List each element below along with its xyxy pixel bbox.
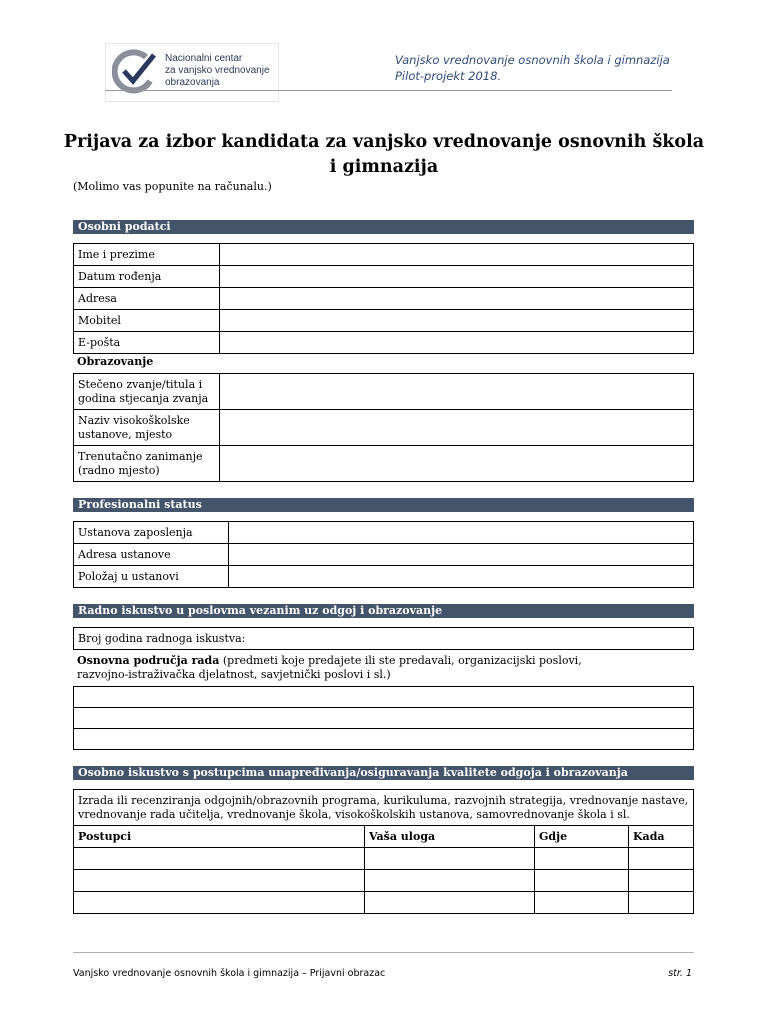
birthdate-input[interactable]	[220, 266, 694, 288]
logo-text	[165, 53, 270, 89]
section-bar-profesionalni: Profesionalni status	[73, 498, 694, 512]
footer-title: Vanjsko vrednovanje osnovnih škola i gimnazija – Prijavni obrazac	[73, 968, 386, 979]
header-project-line-2: Pilot-projekt 2018.	[395, 69, 502, 83]
employer-address-input[interactable]	[229, 544, 694, 566]
page-number: str. 1	[668, 968, 692, 979]
footer-divider	[73, 952, 694, 953]
procedure-input[interactable]	[74, 892, 365, 914]
professional-table	[73, 521, 694, 588]
when-input[interactable]	[629, 892, 694, 914]
work-area-input[interactable]	[74, 729, 694, 750]
field-label: Adresa ustanove	[74, 544, 229, 566]
page-title: Prijava za izbor kandidata za vanjsko vrednovanje osnovnih škola i gimnazija	[63, 132, 705, 177]
field-label-line: (radno mjesto)	[78, 463, 160, 477]
table-row	[74, 848, 694, 870]
section-bar-iskustvo: Osobno iskustvo s postupcima unapređivanja/osiguravanja kvalitete odgoja i obrazovanja	[73, 766, 694, 780]
years-table	[73, 627, 694, 650]
column-header-postupci: Postupci	[74, 826, 365, 848]
table-row	[74, 892, 694, 914]
field-label: E-pošta	[74, 332, 220, 354]
work-area-input[interactable]	[74, 687, 694, 708]
field-label	[74, 374, 220, 410]
degree-input[interactable]	[220, 374, 694, 410]
field-label	[74, 410, 220, 446]
role-input[interactable]	[365, 848, 535, 870]
where-input[interactable]	[535, 848, 629, 870]
field-label	[74, 446, 220, 482]
table-row	[74, 870, 694, 892]
where-input[interactable]	[535, 892, 629, 914]
column-header-kada: Kada	[629, 826, 694, 848]
name-input[interactable]	[220, 244, 694, 266]
education-table	[73, 373, 694, 482]
section-bar-osobni: Osobni podatci	[73, 220, 694, 234]
work-areas-text-line2: razvojno-istraživačka djelatnost, savjetnički poslovi i sl.)	[77, 668, 391, 681]
years-experience-input[interactable]	[74, 628, 694, 650]
years-experience-label: Broj godina radnoga iskustva:	[78, 631, 246, 645]
position-input[interactable]	[229, 566, 694, 588]
field-label-line: godina stjecanja zvanja	[78, 391, 209, 405]
work-areas-label	[77, 654, 582, 682]
header-divider	[105, 90, 672, 91]
email-input[interactable]	[220, 332, 694, 354]
field-label: Datum rođenja	[74, 266, 220, 288]
column-header-gdje: Gdje	[535, 826, 629, 848]
where-input[interactable]	[535, 870, 629, 892]
work-areas-bold: Osnovna područja rada	[77, 654, 220, 667]
personal-table	[73, 243, 694, 354]
procedure-input[interactable]	[74, 870, 365, 892]
field-label: Adresa	[74, 288, 220, 310]
mobile-input[interactable]	[220, 310, 694, 332]
work-areas-text: (predmeti koje predajete ili ste predavali, organizacijski poslovi,	[219, 654, 582, 667]
quality-intro	[74, 790, 694, 826]
work-area-input[interactable]	[74, 708, 694, 729]
logo-line-1: Nacionalni centar	[165, 53, 243, 64]
role-input[interactable]	[365, 892, 535, 914]
address-input[interactable]	[220, 288, 694, 310]
field-label: Položaj u ustanovi	[74, 566, 229, 588]
education-heading: Obrazovanje	[77, 355, 154, 368]
quality-intro-line-2: vrednovanje rada učitelja, vrednovanje škola, visokoškolskih ustanova, samovrednovanje škola i sl.	[78, 807, 630, 821]
institution-input[interactable]	[220, 410, 694, 446]
field-label: Ime i prezime	[74, 244, 220, 266]
section-bar-radno: Radno iskustvo u poslovma vezanim uz odgoj i obrazovanje	[73, 604, 694, 618]
logo	[105, 43, 279, 102]
form-note: (Molimo vas popunite na računalu.)	[73, 180, 272, 193]
work-areas-table	[73, 686, 694, 750]
field-label: Mobitel	[74, 310, 220, 332]
field-label-line: Naziv visokoškolske	[78, 413, 190, 427]
logo-line-3: obrazovanja	[165, 77, 220, 88]
column-header-uloga: Vaša uloga	[365, 826, 535, 848]
when-input[interactable]	[629, 848, 694, 870]
employer-input[interactable]	[229, 522, 694, 544]
logo-line-2: za vanjsko vrednovanje	[165, 65, 270, 76]
checkmark-logo-icon	[112, 49, 162, 95]
header-project	[395, 52, 670, 84]
header-project-line-1: Vanjsko vrednovanje osnovnih škola i gimnazija	[395, 53, 670, 67]
field-label-line: Trenutačno zanimanje	[78, 449, 203, 463]
procedure-input[interactable]	[74, 848, 365, 870]
quality-experience-table	[73, 789, 694, 914]
role-input[interactable]	[365, 870, 535, 892]
field-label-line: Stečeno zvanje/titula i	[78, 377, 203, 391]
field-label: Ustanova zaposlenja	[74, 522, 229, 544]
occupation-input[interactable]	[220, 446, 694, 482]
field-label-line: ustanove, mjesto	[78, 427, 173, 441]
when-input[interactable]	[629, 870, 694, 892]
quality-intro-line-1: Izrada ili recenziranja odgojnih/obrazovnih programa, kurikuluma, razvojnih strategija, vrednovanje nastave,	[78, 793, 689, 807]
